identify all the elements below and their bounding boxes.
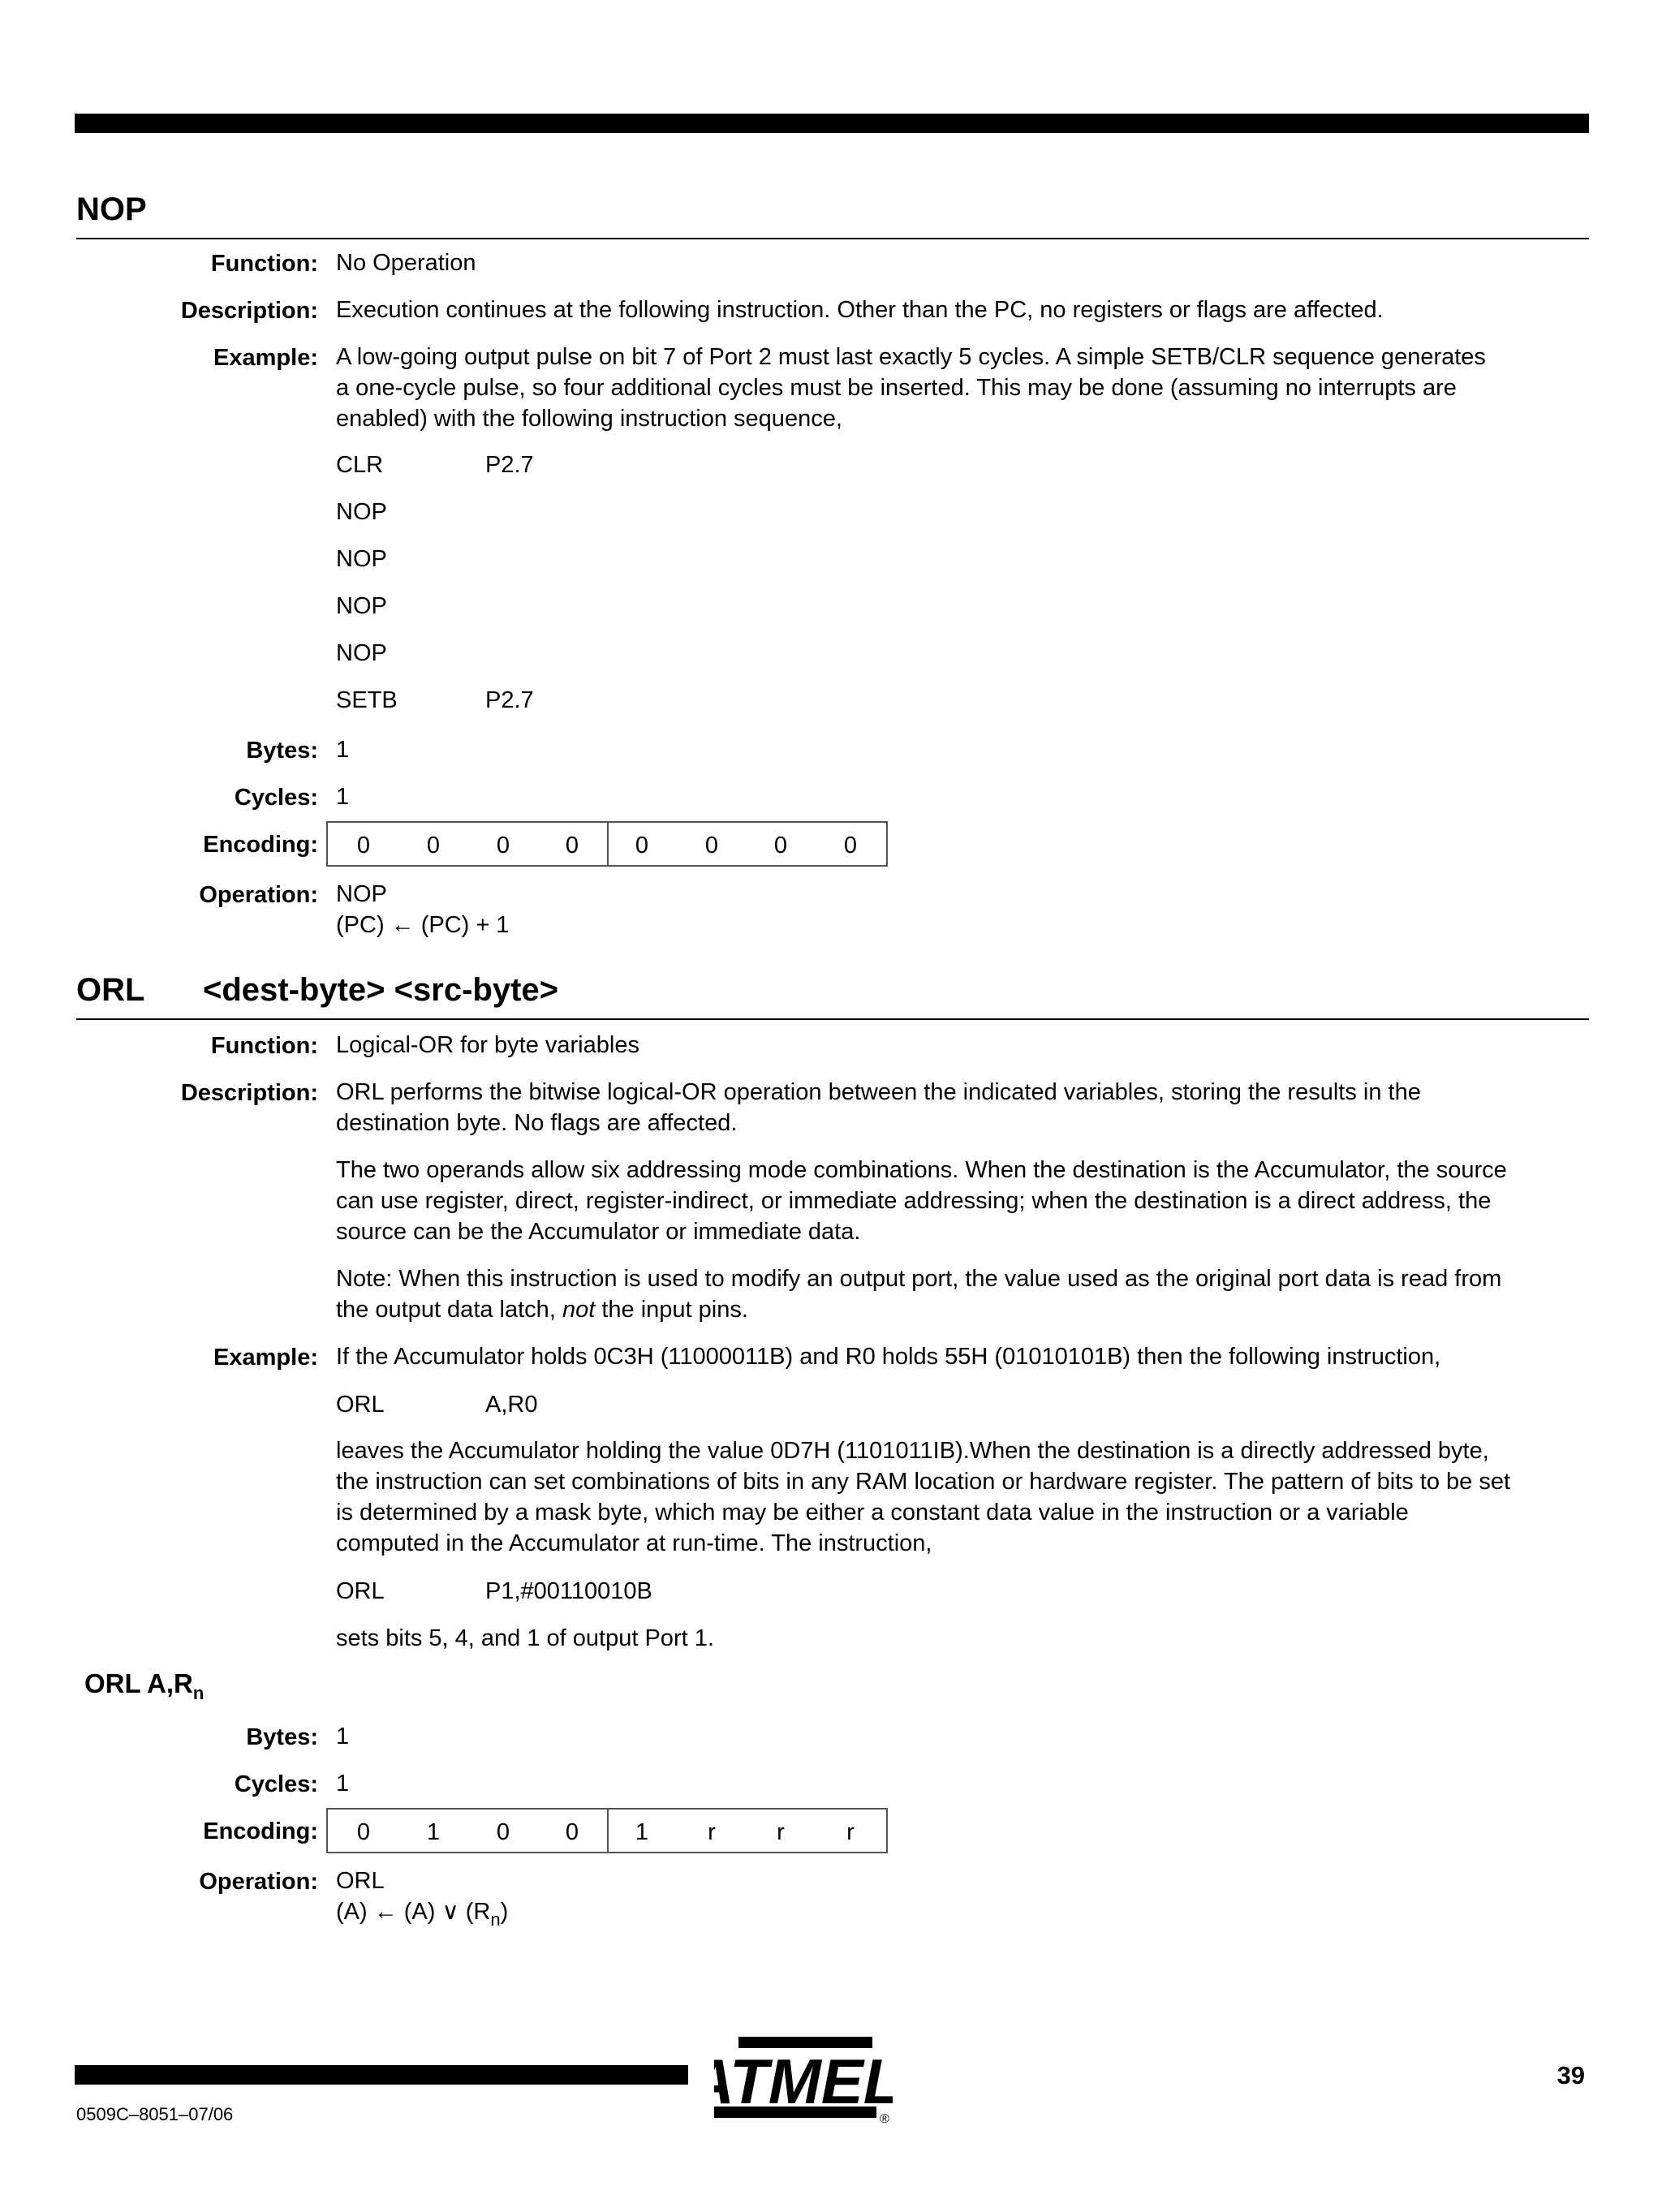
nop-title-rule: [76, 238, 1589, 239]
encoding-bit: 0: [496, 1819, 510, 1845]
orl-arn-title: [84, 1668, 205, 1703]
atmel-logo: [714, 2035, 893, 2130]
encoding-bit: 0: [565, 1819, 579, 1845]
orl-arn-operation-label: Operation:: [199, 1869, 318, 1895]
operation-line: ORL: [336, 1868, 385, 1894]
registered-mark: ®: [880, 2112, 889, 2126]
nop-title: NOP: [76, 192, 147, 227]
orl-description-p3: [336, 1263, 1578, 1325]
orl-example-p3: sets bits 5, 4, and 1 of output Port 1.: [336, 1625, 714, 1651]
nop-description: Execution continues at the following instruction. Other than the PC, no registers or flags are affected.: [336, 297, 1384, 323]
encoding-bit: 0: [496, 833, 510, 859]
nibble-divider: [607, 823, 609, 865]
text-line: computed in the Accumulator at run-time. The instruction,: [336, 1530, 932, 1556]
text-line: ORL performs the bitwise logical-OR operation between the indicated variables, storing the results in the: [336, 1079, 1421, 1105]
encoding-bit: r: [777, 1819, 785, 1845]
text-run: the input pins.: [595, 1297, 748, 1323]
nibble-divider: [607, 1810, 609, 1852]
nop-function: No Operation: [336, 250, 476, 276]
text-run: the output data latch,: [336, 1297, 562, 1323]
nop-description-label: Description:: [180, 298, 318, 324]
nop-bytes: 1: [336, 737, 350, 763]
orl-title: ORL: [76, 972, 145, 1008]
text-line: is determined by a mask byte, which may be either a constant data value in the instruction or a variable: [336, 1500, 1409, 1526]
orl-function: Logical-OR for byte variables: [336, 1032, 639, 1058]
encoding-bit: r: [846, 1819, 855, 1845]
code-arg: P1,#00110010B: [485, 1578, 652, 1604]
orl-arn-cycles-label: Cycles:: [234, 1771, 318, 1797]
nop-encoding-label: Encoding:: [203, 832, 318, 858]
code-op: SETB: [336, 687, 398, 713]
encoding-bit: 0: [356, 1819, 371, 1845]
encoding-bit: 0: [773, 833, 788, 859]
atmel-logo-graphic: [714, 2035, 893, 2126]
nop-encoding-box: [326, 821, 888, 867]
orl-title-rule: [76, 1018, 1589, 1020]
code-arg: P2.7: [485, 452, 534, 478]
nop-operation: [336, 879, 1578, 940]
encoding-bit: 1: [426, 1819, 441, 1845]
doc-code: 0509C–8051–07/06: [76, 2104, 234, 2124]
orl-operands: <dest-byte> <src-byte>: [203, 972, 558, 1008]
nop-function-label: Function:: [210, 251, 318, 277]
operation-line: (PC) ← (PC) + 1: [336, 912, 510, 938]
encoding-bit: 0: [356, 833, 371, 859]
page-number: 39: [1557, 2061, 1585, 2089]
orl-arn-bytes: 1: [336, 1724, 350, 1749]
code-op: NOP: [336, 593, 387, 619]
operation-sub: n: [490, 1909, 501, 1930]
nop-example-label: Example:: [213, 345, 318, 371]
subtitle-main: ORL A,R: [84, 1668, 193, 1698]
text-line: The two operands allow six addressing mode combinations. When the destination is the Accumulator, the source: [336, 1157, 1507, 1183]
text-line: Note: When this instruction is used to modify an output port, the value used as the original port data is read from: [336, 1266, 1502, 1292]
encoding-bit: 1: [635, 1819, 649, 1845]
orl-function-label: Function:: [210, 1033, 318, 1059]
code-op: NOP: [336, 546, 387, 572]
nop-example-line: enabled) with the following instruction sequence,: [336, 406, 842, 432]
header-bar: [75, 114, 1589, 133]
orl-example-label: Example:: [213, 1345, 318, 1371]
text-line: destination byte. No flags are affected.: [336, 1110, 738, 1136]
nop-cycles-label: Cycles:: [234, 785, 318, 811]
code-op: NOP: [336, 499, 387, 525]
orl-arn-encoding-box: [326, 1808, 888, 1853]
encoding-bit: 0: [426, 833, 441, 859]
encoding-bit: 0: [843, 833, 858, 859]
orl-description-p2: [336, 1155, 1578, 1247]
text-line: can use register, direct, register-indirect, or immediate addressing; when the destination is a direct address, the: [336, 1188, 1492, 1214]
nop-bytes-label: Bytes:: [246, 738, 318, 764]
code-op: NOP: [336, 640, 387, 666]
nop-operation-label: Operation:: [199, 882, 318, 908]
text-line: source can be the Accumulator or immediate data.: [336, 1219, 861, 1245]
operation-line: NOP: [336, 881, 387, 907]
code-arg: A,R0: [485, 1392, 538, 1418]
encoding-bit: 0: [704, 833, 719, 859]
code-op: ORL: [336, 1392, 385, 1418]
nop-example-line: a one-cycle pulse, so four additional cycles must be inserted. This may be done (assuming no interrupts are: [336, 375, 1457, 401]
encoding-bit: 0: [565, 833, 579, 859]
nop-example: [336, 342, 1578, 434]
code-op: ORL: [336, 1578, 385, 1604]
orl-arn-encoding-label: Encoding:: [203, 1818, 318, 1844]
text-line: [336, 1294, 1578, 1325]
orl-description-p1: [336, 1077, 1578, 1138]
encoding-bit: 0: [635, 833, 649, 859]
footer-bar: [75, 2065, 688, 2085]
orl-arn-operation: [336, 1866, 1578, 1929]
nop-cycles: 1: [336, 784, 350, 810]
subtitle-sub: n: [192, 1683, 205, 1703]
operation-text: ): [500, 1899, 509, 1925]
orl-description-label: Description:: [180, 1080, 318, 1106]
code-op: CLR: [336, 452, 384, 478]
text-line: the instruction can set combinations of bits in any RAM location or hardware register. The pattern of bits to be set: [336, 1469, 1510, 1495]
encoding-bit: r: [708, 1819, 716, 1845]
orl-arn-cycles: 1: [336, 1771, 350, 1797]
text-line: leaves the Accumulator holding the value 0D7H (1101011IB).When the destination is a directly addressed byte,: [336, 1438, 1489, 1464]
orl-example-p2: [336, 1435, 1578, 1559]
code-arg: P2.7: [485, 687, 534, 713]
operation-text: (A) ← (A) ∨ (R: [336, 1899, 491, 1925]
orl-arn-bytes-label: Bytes:: [246, 1724, 318, 1750]
operation-line: [336, 1896, 1578, 1929]
emphasis-not: not: [562, 1297, 596, 1323]
nop-example-line: A low-going output pulse on bit 7 of Port 2 must last exactly 5 cycles. A simple SETB/CLR sequence generates: [336, 344, 1486, 370]
logo-wordmark: TMEL: [730, 2046, 893, 2117]
orl-example: If the Accumulator holds 0C3H (11000011B) and R0 holds 55H (01010101B) then the following instruction,: [336, 1344, 1441, 1370]
